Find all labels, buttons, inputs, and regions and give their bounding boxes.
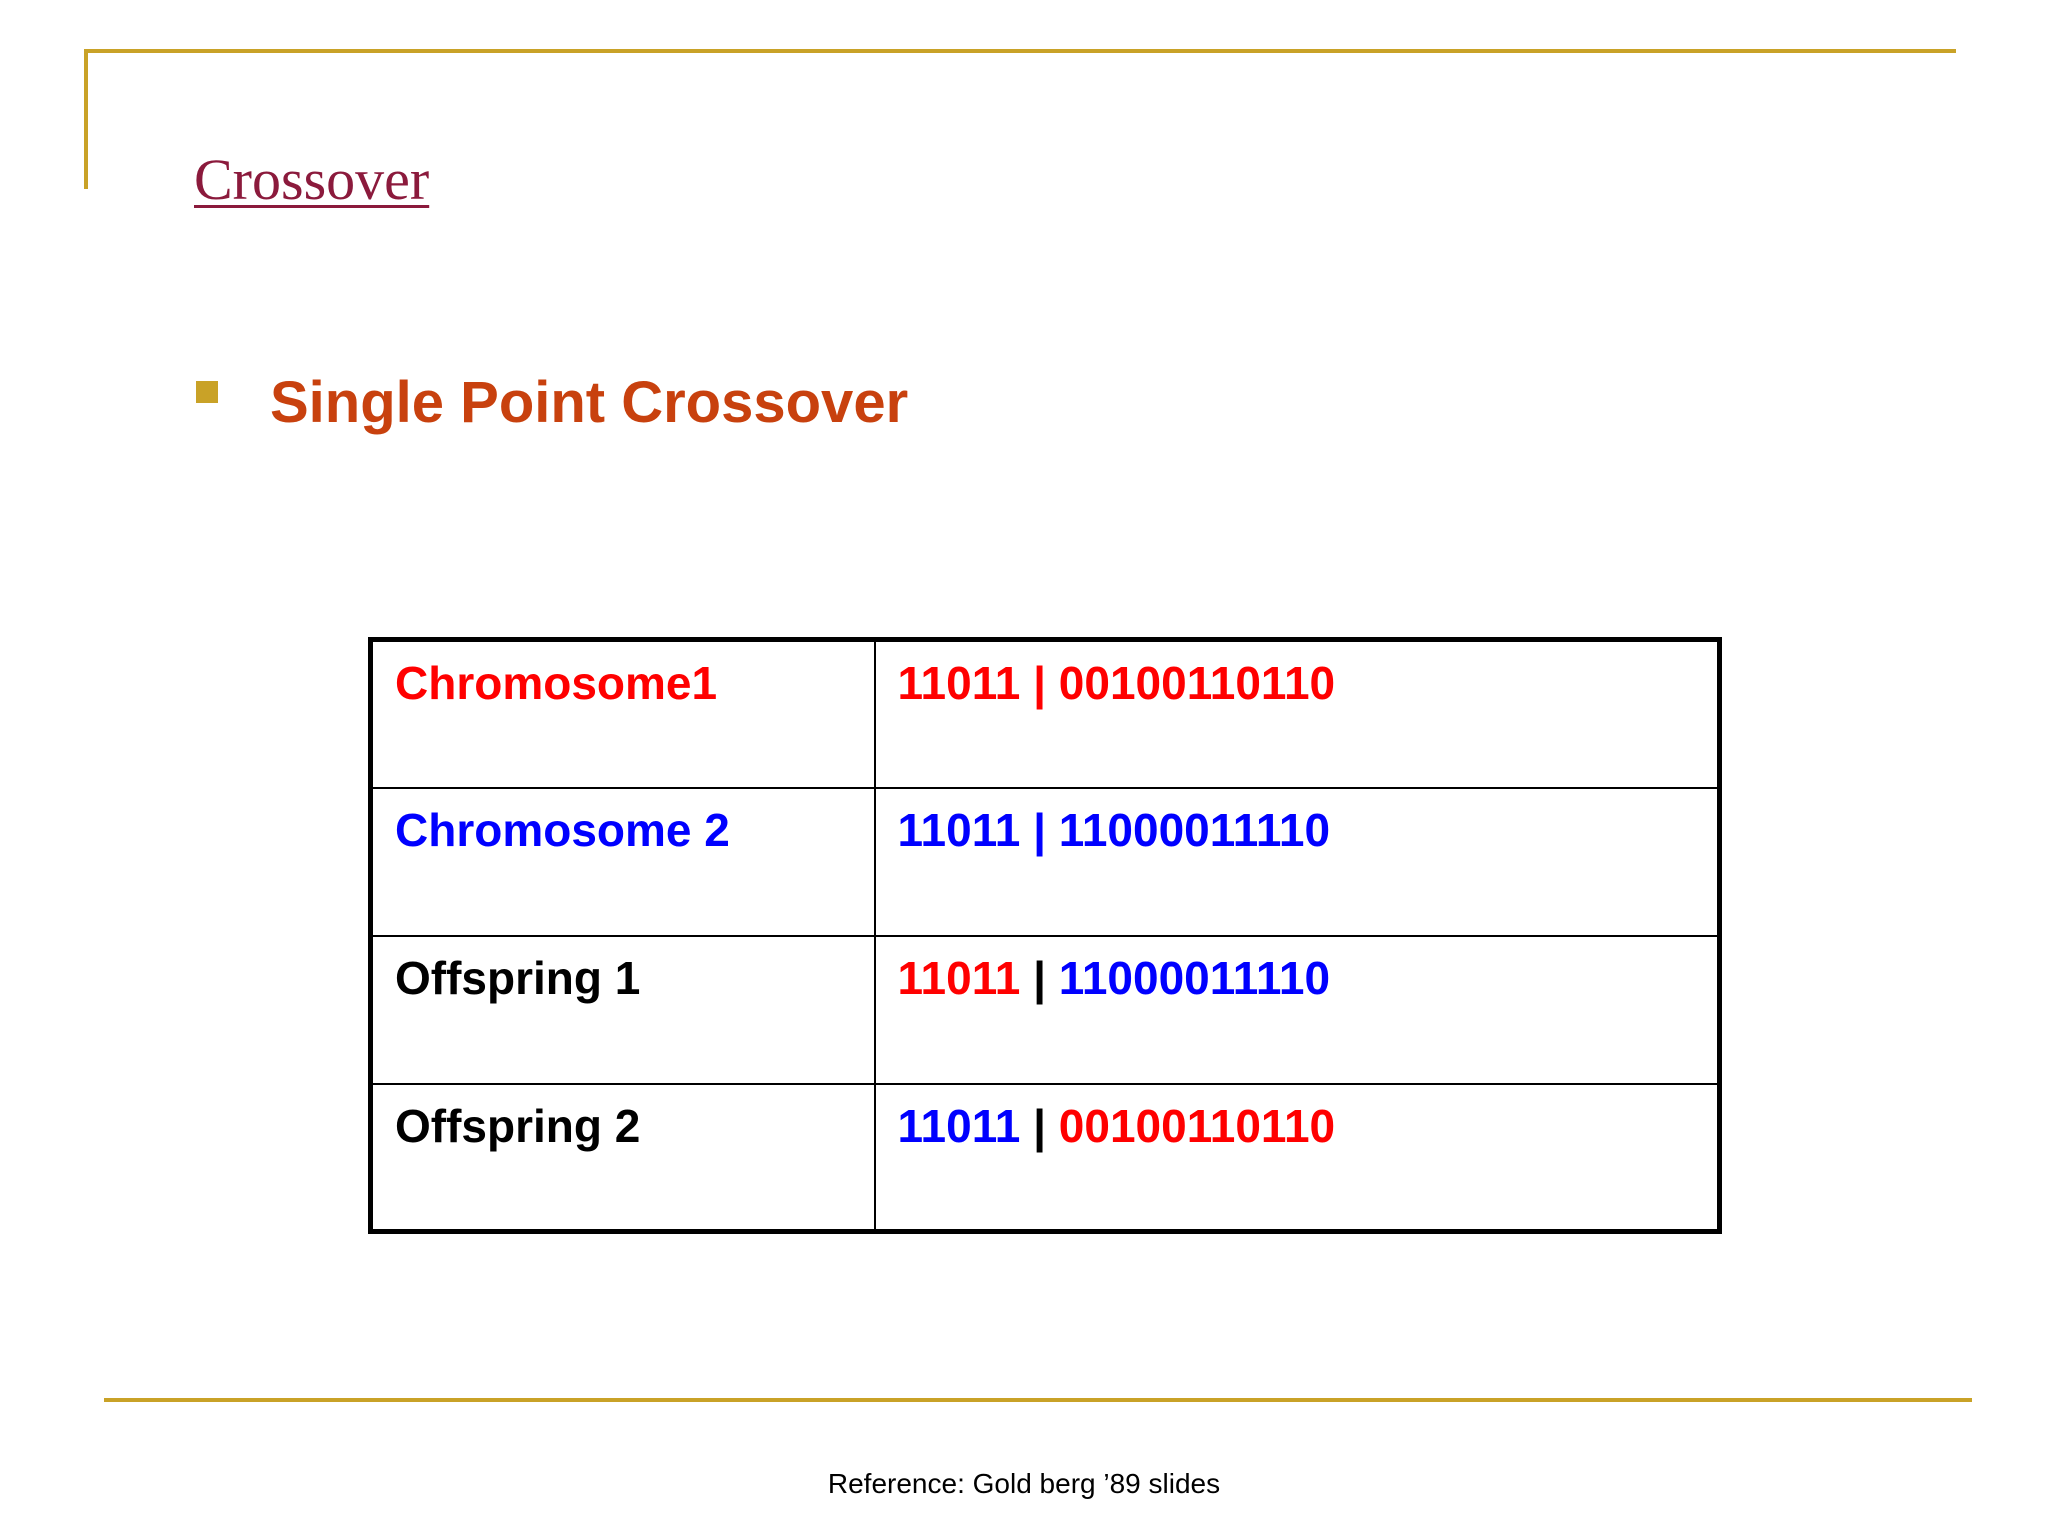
- top-rule: [84, 49, 1956, 53]
- bit-string-cell: [875, 936, 1720, 1084]
- row-label-cell: [371, 936, 875, 1084]
- square-bullet-icon: [196, 381, 218, 403]
- bit-string-head: 11011: [897, 951, 1021, 1004]
- crossover-point-separator: |: [1033, 657, 1046, 709]
- bit-string-cell: [875, 640, 1720, 788]
- crossover-point-separator: |: [1033, 1099, 1046, 1152]
- crossover-point-separator: |: [1033, 951, 1046, 1004]
- row-label: Chromosome1: [395, 657, 718, 709]
- bit-string-tail: 11000011110: [1058, 951, 1331, 1004]
- bit-string-head: 11011: [897, 1099, 1021, 1152]
- bullet-text: Single Point Crossover: [270, 370, 909, 435]
- bottom-rule: [104, 1398, 1972, 1402]
- crossover-point-separator: |: [1033, 803, 1046, 856]
- left-rule: [84, 49, 88, 189]
- row-label: Offspring 1: [395, 951, 641, 1004]
- bit-string-cell: [875, 788, 1720, 936]
- row-label: Offspring 2: [395, 1099, 641, 1152]
- slide-title: Crossover: [194, 147, 430, 212]
- bit-string-head: 11011: [897, 657, 1021, 709]
- bit-string-tail: 00100110110: [1058, 657, 1336, 709]
- table-row: [371, 936, 1720, 1084]
- table-row: [371, 788, 1720, 936]
- bullet-item: [196, 370, 908, 437]
- reference-footer: Reference: Gold berg ’89 slides: [827, 1468, 1221, 1499]
- bit-string-head: 11011: [897, 803, 1021, 856]
- crossover-table: [368, 637, 1722, 1234]
- row-label-cell: [371, 1084, 875, 1232]
- bit-string-cell: [875, 1084, 1720, 1232]
- row-label: Chromosome 2: [395, 803, 730, 856]
- bit-string-tail: 11000011110: [1058, 803, 1331, 856]
- row-label-cell: [371, 788, 875, 936]
- row-label-cell: [371, 640, 875, 788]
- table-row: [371, 640, 1720, 788]
- bit-string-tail: 00100110110: [1058, 1099, 1336, 1152]
- table-row: [371, 1084, 1720, 1232]
